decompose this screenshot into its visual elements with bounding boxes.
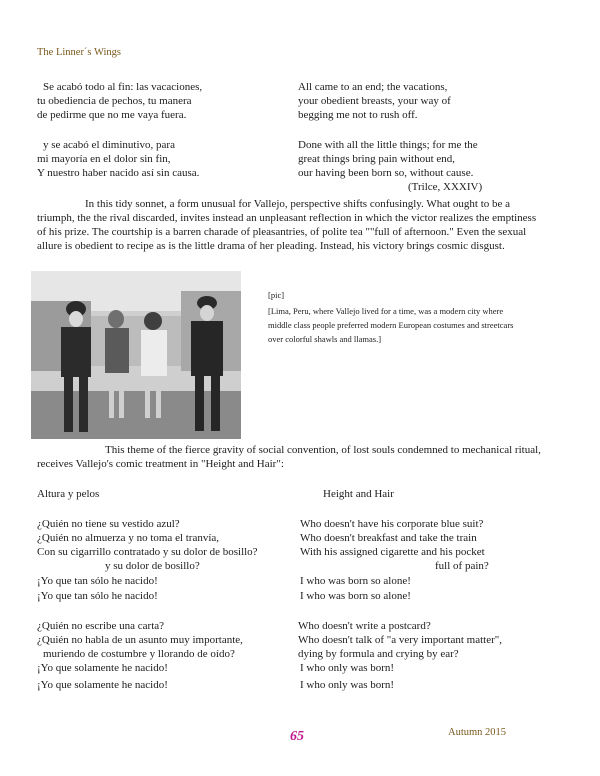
poem-line-es: mi mayoría en el dolor sin fin, (37, 153, 171, 165)
historic-street-photo (31, 271, 241, 439)
poem-line-en: Who doesn't breakfast and take the train (300, 532, 477, 544)
poem-line-en: Done with all the little things; for me the (298, 139, 478, 151)
poem-line-en: great things bring pain without end, (298, 153, 456, 165)
poem-line-es: ¡Yo que tan sólo he nacido! (37, 590, 158, 602)
running-header: The Linner´s Wings (37, 47, 121, 58)
poem-line-es: de pedirme que no me vaya fuera. (37, 109, 187, 121)
page-number: 65 (290, 729, 304, 744)
figure-tag: [pic] (268, 290, 285, 300)
poem-line-en: I who only was born! (300, 662, 395, 674)
poem-line-es: Y nuestro haber nacido así sin causa. (37, 167, 200, 179)
poem-line-es: ¡Yo que solamente he nacido! (37, 662, 168, 674)
poem-line-es: ¿Quién no escribe una carta? (37, 620, 165, 632)
poem-line-en: I who was born so alone! (300, 575, 411, 587)
poem-line-es: tu obediencia de pechos, tu manera (37, 95, 192, 107)
paragraph-line: of his prize. The courtship is a barren charade of pleasantries, of polite tea ""full of afternoon." Even the sexual (37, 226, 527, 238)
paragraph-first-line: This theme of the fierce gravity of social convention, of lost souls condemned to mechanical ritual, (105, 444, 541, 456)
figure-caption-line: over colorful shawls and llamas.] (268, 334, 382, 344)
poem-title-en: Height and Hair (323, 488, 394, 500)
poem-line-es: ¿Quién no tiene su vestido azul? (37, 518, 180, 530)
poem-line-en: Who doesn't have his corporate blue suit? (300, 518, 484, 530)
poem-line-en: full of pain? (435, 560, 489, 572)
poem-line-en: Who doesn't talk of "a very important matter", (298, 634, 503, 646)
poem-line-en: your obedient breasts, your way of (298, 95, 451, 107)
issue-season: Autumn 2015 (448, 727, 507, 738)
paragraph-first-line: In this tidy sonnet, a form unusual for Vallejo, perspective shifts confusingly. What ought to be a (85, 198, 511, 210)
poem-line-es: ¡Yo que solamente he nacido! (37, 679, 168, 691)
figure-caption-line: middle class people preferred modern European costumes and streetcars (268, 320, 514, 330)
poem-line-en: All came to an end; the vacations, (298, 81, 448, 93)
poem-title-es: Altura y pelos (37, 488, 100, 500)
poem-line-en: Who doesn't write a postcard? (298, 620, 431, 632)
poem-line-es: y se acabó el diminutivo, para (43, 139, 175, 151)
paragraph-line: receives Vallejo's comic treatment in "Height and Hair": (37, 458, 284, 470)
poem-citation: (Trilce, XXXIV) (408, 181, 483, 193)
poem-line-es: ¿Quién no almuerza y no toma el tranvía, (37, 532, 220, 544)
poem-line-en: our having been born so, without cause. (298, 167, 474, 179)
paragraph-line: triumph, the the rival discarded, invites instead an unpleasant reflection in which the victor realizes the emptiness (37, 212, 537, 224)
poem-line-es: Se acabó todo al fin: las vacaciones, (43, 81, 203, 93)
poem-line-en: With his assigned cigarette and his pocket (300, 546, 485, 558)
poem-line-en: I who only was born! (300, 679, 395, 691)
poem-line-en: I who was born so alone! (300, 590, 411, 602)
poem-line-es: muriendo de costumbre y llorando de oído? (43, 648, 235, 660)
figure-caption-line: [Lima, Peru, where Vallejo lived for a time, was a modern city where (268, 306, 504, 316)
poem-line-es: Con su cigarrillo contratado y su dolor de bosillo? (37, 546, 258, 558)
poem-line-en: dying by formula and crying by ear? (298, 648, 459, 660)
poem-line-es: ¡Yo que tan sólo he nacido! (37, 575, 158, 587)
poem-line-en: begging me not to rush off. (298, 109, 418, 121)
paragraph-line: allure is obedient to recipe as is the little drama of her pleading. Instead, his victory brings cosmic disgust. (37, 240, 505, 252)
poem-line-es: ¿Quién no habla de un asunto muy importante, (37, 634, 243, 646)
poem-line-es: y su dolor de bosillo? (105, 560, 200, 572)
